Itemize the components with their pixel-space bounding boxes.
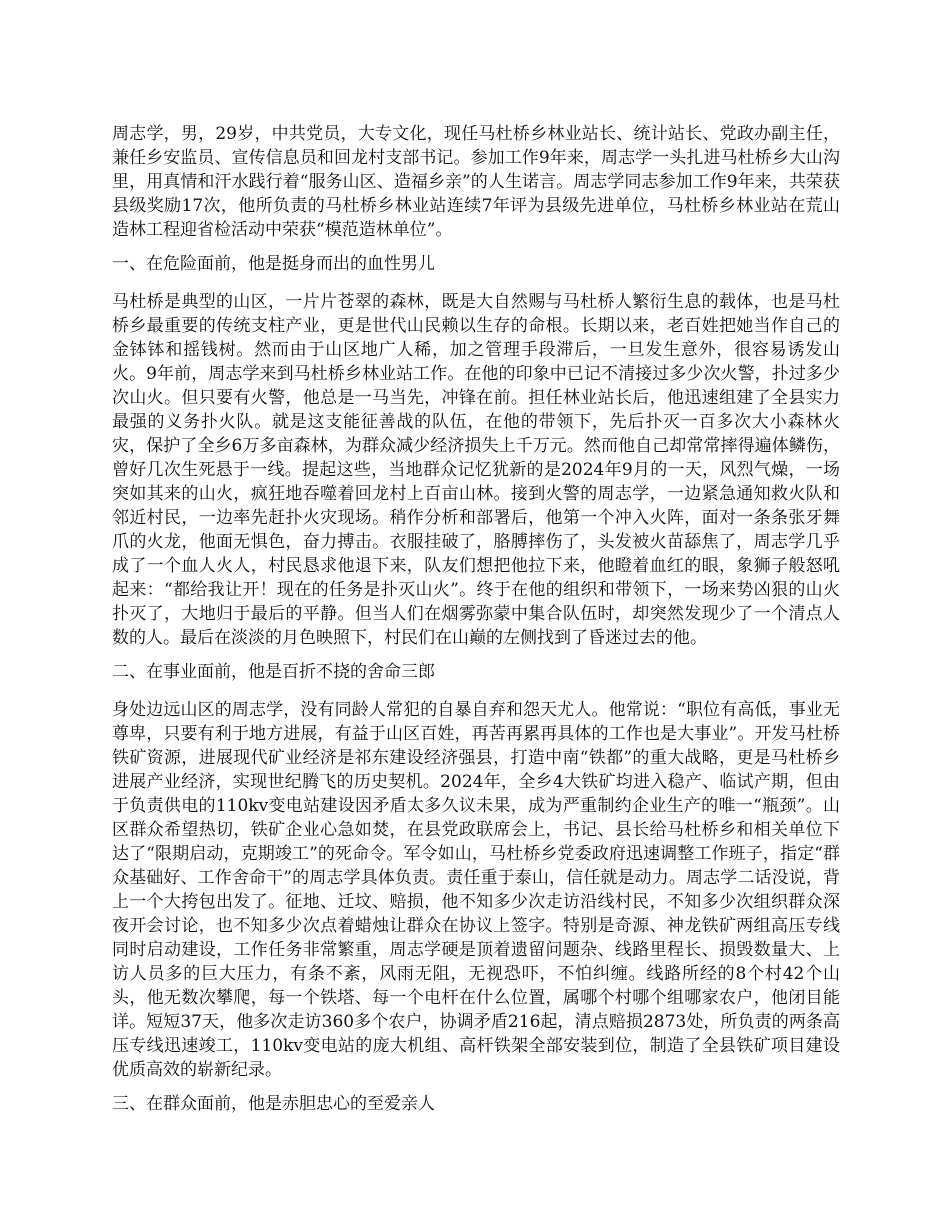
section-1-paragraph: 马杜桥是典型的山区，一片片苍翠的森林，既是大自然赐与马杜桥人繁衍生息的载体，也是马杜桥乡最重要的传统支柱产业，更是世代山民赖以生存的命根。长期以来，老百姓把她当作自己的金钵钵和摇钱树。然而由于山区地广人稀，加之管理手段滞后，一旦发生意外，很容易诱发山火。9年前，周志学来到马杜桥乡林业站工作。在他的印象中已记不清接过多少次火警，扑过多少次山火。但只要有火警，他总是一马当先，冲锋在前。担任林业站长后，他迅速组建了全县实力最强的义务扑火队。就是这支能征善战的队伍，在他的带领下，先后扑灭一百多次大小森林火灾，保护了全乡6万多亩森林，为群众减少经济损失上千万元。然而他自己却常常摔得遍体鳞伤，曾好几次生死悬于一线。提起这些，当地群众记忆犹新的是2024年9月的一天，风烈气燥，一场突如其来的山火，疯狂地吞噬着回龙村上百亩山林。接到火警的周志学，一边紧急通知救火队和邻近村民，一边率先赶扑火灾现场。稍作分析和部署后，他第一个冲入火阵，面对一条条张牙舞爪的火龙，他面无惧色，奋力搏击。衣服挂破了，胳膊摔伤了，头发被火苗舔焦了，周志学几乎成了一个血人火人，村民恳求他退下来，队友们想把他拉下来，他瞪着血红的眼，象狮子般怒吼起来：“都给我让开！现在的任务是扑灭山火”。终于在他的组织和带领下，一场来势凶狠的山火扑灭了，大地归于最后的平静。但当人们在烟雾弥蒙中集合队伍时，却突然发现少了一个清点人数的人。最后在淡淡的月色映照下，村民们在山巅的左侧找到了昏迷过去的他。 (112, 292, 840, 648)
section-2-paragraph: 身处边远山区的周志学，没有同龄人常犯的自暴自弃和怨天尤人。他常说：“职位有高低，事业无尊卑，只要有利于地方进展，有益于山区百姓，再苦再累再具体的工作也是大事业”。开发马杜桥铁矿资源，进展现代矿业经济是祁东建设经济强县，打造中南“铁都”的重大战略，更是马杜桥乡进展产业经济，实现世纪腾飞的历史契机。2024年，全乡4大铁矿均进入稳产、临试产期，但由于负责供电的110kv变电站建设因矛盾太多久议未果，成为严重制约企业生产的唯一“瓶颈”。山区群众希望热切，铁矿企业心急如焚，在县党政联席会上，书记、县长给马杜桥乡和相关单位下达了“限期启动，克期竣工”的死命令。军令如山，马杜桥乡党委政府迅速调整工作班子，指定“群众基础好、工作舍命干”的周志学具体负责。责任重于泰山，信任就是动力。周志学二话没说，背上一个大挎包出发了。征地、迁坟、赔损，他不知多少次走访沿线村民，不知多少次组织群众深夜开会讨论，也不知多少次点着蜡烛让群众在协议上签字。特别是奇源、神龙铁矿两组高压专线同时启动建设，工作任务非常繁重，周志学硬是顶着遗留问题杂、线路里程长、损毁数量大、上访人员多的巨大压力，有条不紊，风雨无阻，无视恐吓，不怕纠缠。线路所经的8个村42个山头，他无数次攀爬，每一个铁塔、每一个电杆在什么位置，属哪个村哪个组哪家农户，他闭目能详。短短37天，他多次走访360多个农户，协调矛盾216起，清点赔损2873处，所负责的两条高压专线迅速竣工，110kv变电站的庞大机组、高杆铁架全部安装到位，制造了全县铁矿项目建设优质高效的崭新纪录。 (112, 700, 840, 1080)
document-page (112, 122, 840, 1130)
intro-paragraph: 周志学，男，29岁，中共党员，大专文化，现任马杜桥乡林业站长、统计站长、党政办副主任，兼任乡安监员、宣传信息员和回龙村支部书记。参加工作9年来，周志学一头扎进马杜桥乡大山沟里，用真情和汗水践行着“服务山区、造福乡亲”的人生诺言。周志学同志参加工作9年来，共荣获县级奖励17次，他所负责的马杜桥乡林业站连续7年评为县级先进单位，马杜桥乡林业站在荒山造林工程迎省检活动中荣获“模范造林单位”。 (112, 124, 840, 240)
section-3-heading: 三、在群众面前，他是赤胆忠心的至爱亲人 (112, 1094, 435, 1114)
section-2-heading: 二、在事业面前，他是百折不挠的舍命三郎 (112, 662, 435, 682)
section-1-heading: 一、在危险面前，他是挺身而出的血性男儿 (112, 254, 435, 274)
